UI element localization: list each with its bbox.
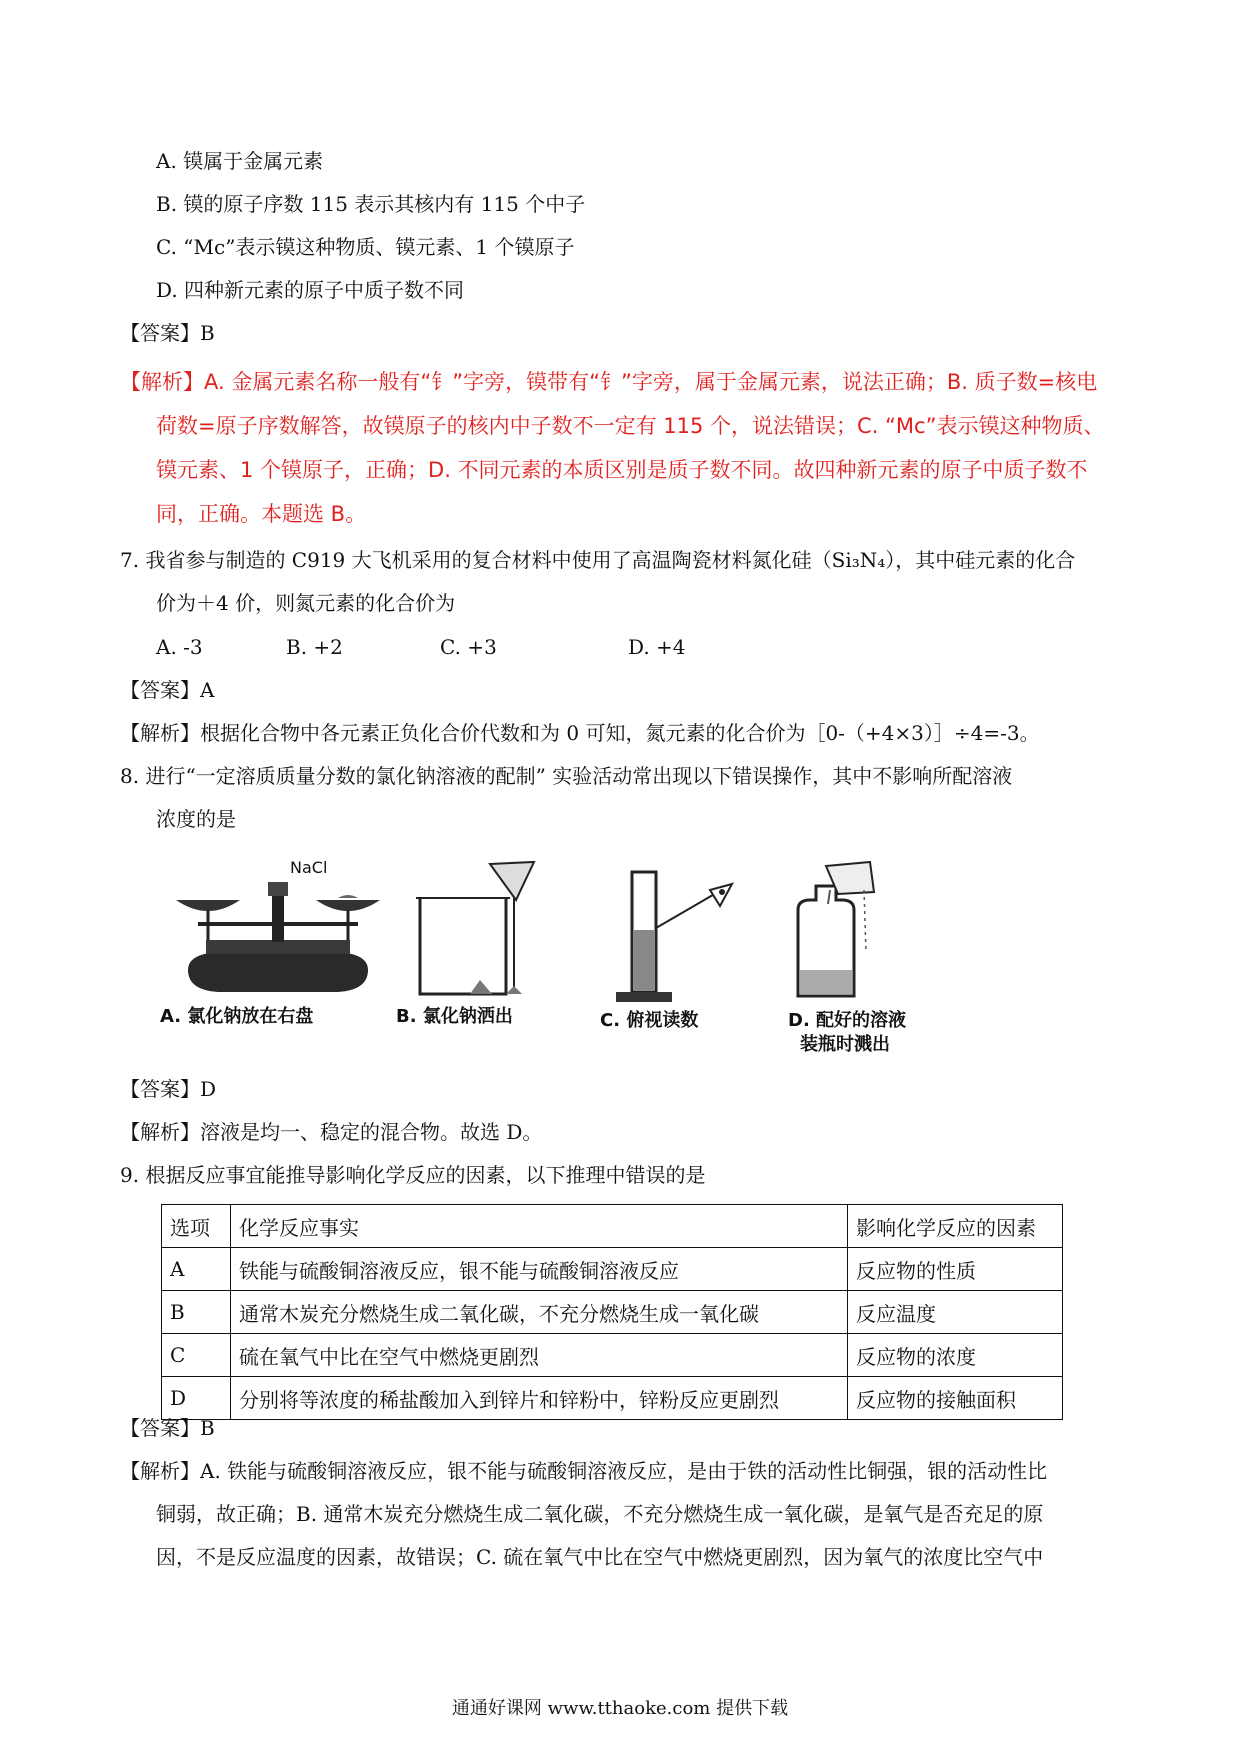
table-cell: 分别将等浓度的稀盐酸加入到锌片和锌粉中，锌粉反应更剧烈 <box>231 1377 848 1420</box>
q8-answer: 【答案】D <box>120 1077 217 1101</box>
page-footer: 通通好课网 www.tthaoke.com 提供下载 <box>451 1698 789 1719</box>
q7-stem-line-2: 价为＋4 价，则氮元素的化合价为 <box>156 591 456 615</box>
figure-b-caption: B. 氯化钠洒出 <box>396 1006 513 1027</box>
q7-option-d: D. +4 <box>628 635 686 659</box>
table-row <box>162 1334 1063 1377</box>
table-header-cell: 影响化学反应的因素 <box>848 1205 1063 1248</box>
q6-analysis-line-4: 同，正确。本题选 B。 <box>156 502 367 526</box>
table-cell: 反应物的性质 <box>848 1248 1063 1291</box>
q6-option-c: C. “Mc”表示镆这种物质、镆元素、1 个镆原子 <box>156 235 575 259</box>
q9-analysis-line-1: 【解析】A. 铁能与硫酸铜溶液反应，银不能与硫酸铜溶液反应，是由于铁的活动性比铜强，银的活动性比 <box>120 1459 1048 1483</box>
q9-stem: 9. 根据反应事宜能推导影响化学反应的因素，以下推理中错误的是 <box>120 1163 706 1187</box>
table-cell: 反应温度 <box>848 1291 1063 1334</box>
q7-option-c: C. +3 <box>440 635 497 659</box>
table-cell: 反应物的浓度 <box>848 1334 1063 1377</box>
table-header-row <box>162 1205 1063 1248</box>
figure-d-caption-line-2: 装瓶时溅出 <box>800 1034 890 1055</box>
q7-answer: 【答案】A <box>120 678 215 702</box>
reaction-factors-table <box>161 1204 1063 1420</box>
table-header-cell: 化学反应事实 <box>231 1205 848 1248</box>
q6-option-d: D. 四种新元素的原子中质子数不同 <box>156 278 465 302</box>
bottle-pouring-illustration <box>778 860 898 1000</box>
q6-analysis-line-1: 【解析】A. 金属元素名称一般有“钅”字旁，镆带有“钅”字旁，属于金属元素，说法正确；B. 质子数=核电 <box>120 370 1098 394</box>
table-cell: D <box>162 1377 231 1420</box>
q8-stem-line-1: 8. 进行“一定溶质质量分数的氯化钠溶液的配制” 实验活动常出现以下错误操作，其中不影响所配溶液 <box>120 764 1013 788</box>
q7-stem-line-1: 7. 我省参与制造的 C919 大飞机采用的复合材料中使用了高温陶瓷材料氮化硅（Si₃N₄），其中硅元素的化合 <box>120 548 1076 572</box>
q6-analysis-line-3: 镆元素、1 个镆原子，正确；D. 不同元素的本质区别是质子数不同。故四种新元素的原子中质子数不 <box>156 458 1088 482</box>
q6-option-b: B. 镆的原子序数 115 表示其核内有 115 个中子 <box>156 192 586 216</box>
q9-analysis-line-2: 铜弱，故正确；B. 通常木炭充分燃烧生成二氧化碳，不充分燃烧生成一氧化碳，是氧气是否充足的原 <box>156 1502 1044 1526</box>
table-cell: B <box>162 1291 231 1334</box>
q6-option-a: A. 镆属于金属元素 <box>156 149 324 173</box>
figure-a-caption: A. 氯化钠放在右盘 <box>160 1006 314 1027</box>
q8-analysis: 【解析】溶液是均一、稳定的混合物。故选 D。 <box>120 1120 543 1144</box>
q7-analysis: 【解析】根据化合物中各元素正负化合价代数和为 0 可知，氮元素的化合价为［0-（+4×3）］÷4=-3。 <box>120 721 1040 745</box>
table-header-cell: 选项 <box>162 1205 231 1248</box>
table-cell: C <box>162 1334 231 1377</box>
beaker-spill-illustration <box>410 858 540 998</box>
figure-d-caption-line-1: D. 配好的溶液 <box>788 1010 907 1031</box>
figure-c-caption: C. 俯视读数 <box>600 1010 699 1031</box>
table-row <box>162 1377 1063 1420</box>
table-cell: 通常木炭充分燃烧生成二氧化碳，不充分燃烧生成一氧化碳 <box>231 1291 848 1334</box>
q6-answer: 【答案】B <box>120 321 215 345</box>
balance-illustration <box>168 862 388 1002</box>
cylinder-reading-illustration <box>592 870 742 1005</box>
q8-stem-line-2: 浓度的是 <box>156 807 236 831</box>
q9-analysis-line-3: 因，不是反应温度的因素，故错误；C. 硫在氧气中比在空气中燃烧更剧烈，因为氧气的浓度比空气中 <box>156 1545 1044 1569</box>
q7-option-a: A. -3 <box>156 635 203 659</box>
q6-analysis-line-2: 荷数=原子序数解答，故镆原子的核内中子数不一定有 115 个，说法错误；C. “Mc”表示镆这种物质、 <box>156 414 1105 438</box>
table-cell: 反应物的接触面积 <box>848 1377 1063 1420</box>
nacl-label: NaCl <box>290 858 328 877</box>
q7-option-b: B. +2 <box>286 635 343 659</box>
q9-answer: 【答案】B <box>120 1416 215 1440</box>
table-row <box>162 1291 1063 1334</box>
table-cell: 铁能与硫酸铜溶液反应，银不能与硫酸铜溶液反应 <box>231 1248 848 1291</box>
table-row <box>162 1248 1063 1291</box>
table-cell: A <box>162 1248 231 1291</box>
table-cell: 硫在氧气中比在空气中燃烧更剧烈 <box>231 1334 848 1377</box>
